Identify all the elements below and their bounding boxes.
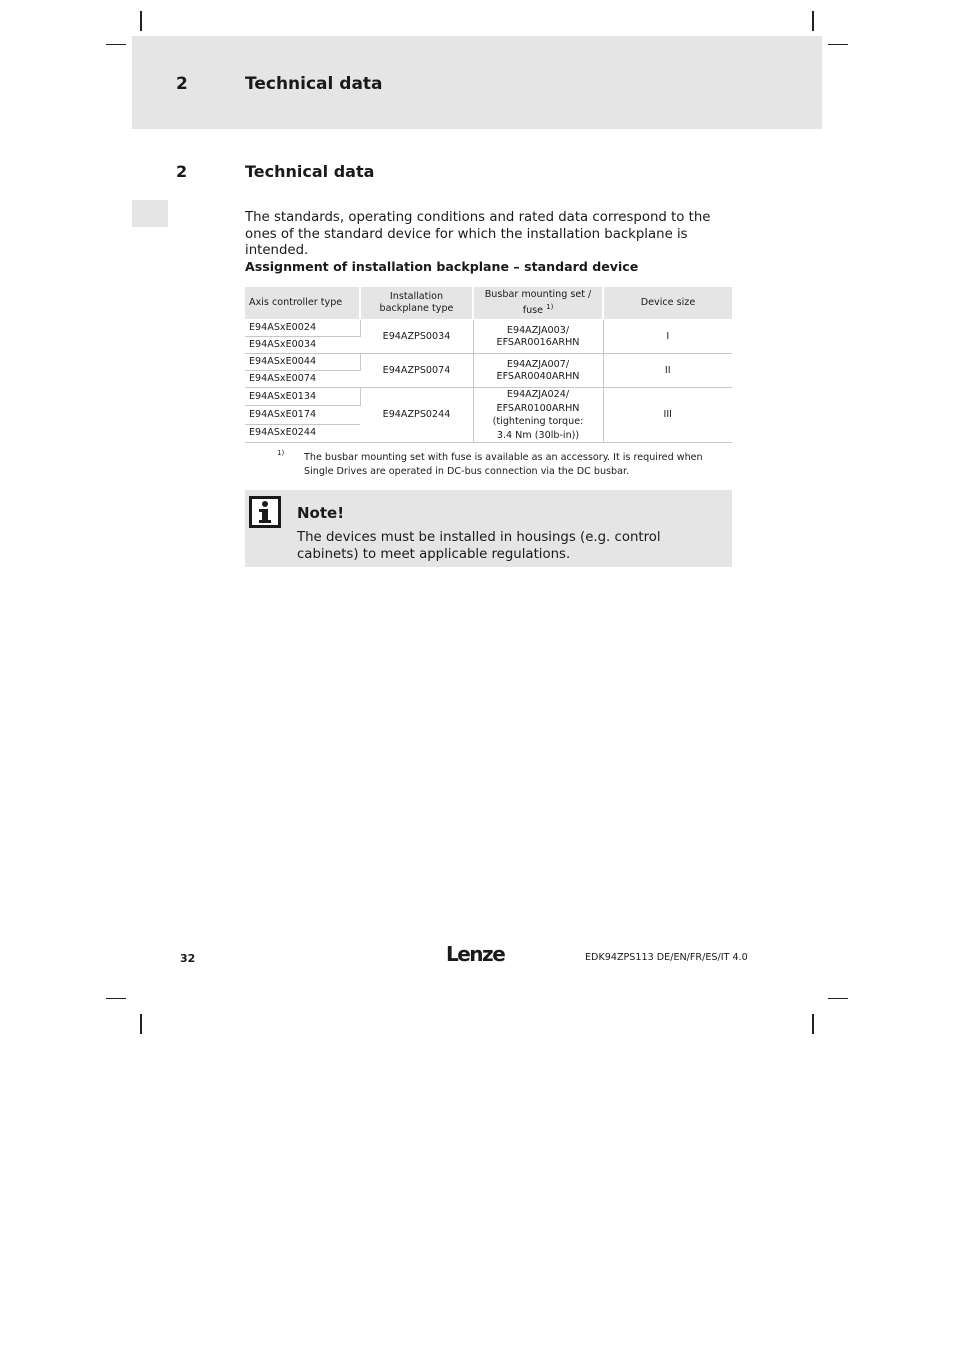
document-id: EDK94ZPS113 DE/EN/FR/ES/IT 4.0 — [585, 952, 748, 963]
axis-type-cell: E94ASxE0034 — [245, 337, 360, 354]
intro-paragraph: The standards, operating conditions and rated data correspond to the ones of the standard device for which the installation backplane is intended. — [245, 210, 711, 258]
busbar-cell — [473, 354, 603, 388]
header-axis-controller: Axis controller type — [245, 287, 360, 320]
header-device-size: Device size — [603, 287, 732, 320]
busbar-cell — [473, 388, 603, 443]
assignment-table — [245, 287, 732, 443]
table-row — [245, 354, 732, 371]
table-title: Assignment of installation backplane – standard device — [245, 259, 639, 274]
crop-mark — [140, 1014, 142, 1034]
axis-type-cell: E94ASxE0174 — [245, 406, 360, 424]
axis-type-cell: E94ASxE0024 — [245, 320, 360, 337]
chapter-title: Technical data — [245, 74, 383, 94]
busbar-line: EFSAR0040ARHN — [496, 370, 580, 382]
busbar-line: E94AZJA024/ — [506, 389, 570, 400]
backplane-cell: E94AZPS0074 — [360, 354, 473, 388]
footnote-ref: 1) — [546, 302, 554, 311]
busbar-line: 3.4 Nm (30lb-in)) — [496, 429, 580, 441]
lenze-logo: Lenze — [446, 942, 505, 966]
busbar-cell — [473, 320, 603, 354]
header-busbar-label: Busbar mounting set / fuse — [484, 288, 592, 317]
header-busbar — [473, 287, 603, 320]
crop-mark — [812, 1014, 814, 1034]
busbar-line: EFSAR0016ARHN — [496, 336, 580, 348]
device-size-cell: II — [603, 354, 732, 388]
backplane-cell: E94AZPS0244 — [360, 388, 473, 443]
note-title: Note! — [297, 504, 345, 522]
table-row — [245, 388, 732, 406]
backplane-cell: E94AZPS0034 — [360, 320, 473, 354]
header-backplane-type: Installation backplane type — [360, 287, 473, 320]
crop-mark — [812, 11, 814, 31]
busbar-line: E94AZJA007/ — [506, 358, 570, 370]
footnote-text: The busbar mounting set with fuse is available as an accessory. It is required when Single Drives are operated in DC-bus connection via the DC busbar. — [304, 452, 703, 477]
busbar-line: EFSAR0100ARHN — [496, 402, 580, 414]
busbar-line: (tightening torque: — [492, 416, 584, 427]
note-text: The devices must be installed in housings (e.g. control cabinets) to meet applicable regulations. — [297, 530, 661, 562]
page-number: 32 — [180, 952, 196, 965]
info-icon — [249, 496, 279, 526]
table-header-row — [245, 287, 732, 320]
busbar-line: E94AZJA003/ — [506, 324, 570, 336]
table-row — [245, 320, 732, 337]
crop-mark — [828, 44, 848, 45]
section-number: 2 — [176, 162, 188, 181]
chapter-number: 2 — [176, 74, 188, 94]
crop-mark — [828, 998, 848, 999]
section-title: Technical data — [245, 162, 375, 181]
device-size-cell: III — [603, 388, 732, 443]
crop-mark — [106, 998, 126, 999]
side-tab-marker — [132, 200, 168, 227]
axis-type-cell: E94ASxE0074 — [245, 371, 360, 388]
device-size-cell: I — [603, 320, 732, 354]
axis-type-cell: E94ASxE0244 — [245, 424, 360, 442]
note-box — [245, 490, 732, 567]
crop-mark — [106, 44, 126, 45]
axis-type-cell: E94ASxE0134 — [245, 388, 360, 406]
axis-type-cell: E94ASxE0044 — [245, 354, 360, 371]
footnote-mark: 1) — [277, 449, 285, 457]
crop-mark — [140, 11, 142, 31]
chapter-header — [132, 36, 822, 129]
